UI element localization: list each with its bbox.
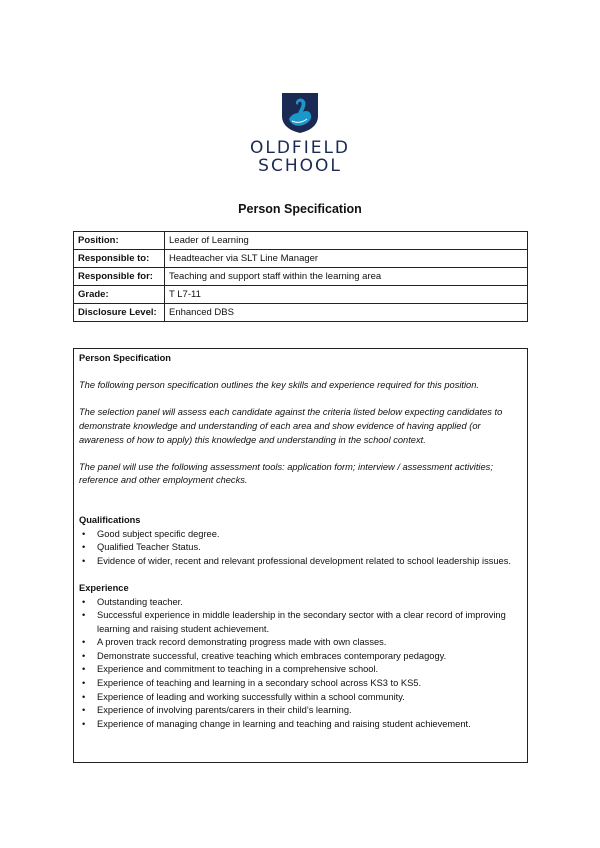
- table-row: [74, 250, 528, 268]
- logo-text-line-2: SCHOOL: [258, 156, 342, 176]
- list-item: • Outstanding teacher.: [79, 596, 522, 610]
- table-row: [74, 286, 528, 304]
- person-specification-box: [73, 348, 528, 763]
- swan-shield-icon: [280, 92, 320, 134]
- list-item: • Experience and commitment to teaching in a comprehensive school.: [79, 663, 522, 677]
- info-label: Disclosure Level:: [74, 304, 165, 322]
- experience-list: [79, 596, 522, 732]
- list-item: • Experience of leading and working successfully within a school community.: [79, 691, 522, 705]
- list-item: • Good subject specific degree.: [79, 528, 522, 542]
- list-item: • Experience of managing change in learning and teaching and raising student achievement.: [79, 718, 522, 732]
- info-value: Leader of Learning: [165, 232, 528, 250]
- qualifications-heading: Qualifications: [79, 514, 141, 525]
- info-value: Enhanced DBS: [165, 304, 528, 322]
- job-info-table: [73, 231, 528, 322]
- list-item: • Experience of involving parents/carers in their child’s learning.: [79, 704, 522, 718]
- school-logo: [0, 92, 600, 175]
- info-label: Grade:: [74, 286, 165, 304]
- spec-intro-paragraph: The following person specification outlines the key skills and experience required for this position.: [79, 380, 479, 391]
- info-value: Teaching and support staff within the learning area: [165, 268, 528, 286]
- list-item: • Demonstrate successful, creative teaching which embraces contemporary pedagogy.: [79, 650, 522, 664]
- info-label: Responsible to:: [74, 250, 165, 268]
- info-value: T L7-11: [165, 286, 528, 304]
- spec-heading: Person Specification: [79, 353, 171, 363]
- info-label: Responsible for:: [74, 268, 165, 286]
- spec-intro-paragraph: The selection panel will assess each candidate against the criteria listed below expecting candidates to demonstrate knowledge and understanding of each area and show evidence of having applied (or awareness of how to apply) this knowledge and understanding in the school context.: [79, 407, 503, 445]
- table-row: [74, 268, 528, 286]
- list-item: • Qualified Teacher Status.: [79, 541, 522, 555]
- table-row: [74, 232, 528, 250]
- list-item: • A proven track record demonstrating progress made with own classes.: [79, 636, 522, 650]
- qualifications-list: [79, 528, 522, 569]
- list-item: • Evidence of wider, recent and relevant professional development related to school leadership issues.: [79, 555, 522, 569]
- info-label: Position:: [74, 232, 165, 250]
- list-item: • Successful experience in middle leadership in the secondary sector with a clear record of improving learning and raising student achievement.: [79, 609, 522, 636]
- page-title: Person Specification: [238, 202, 362, 216]
- spec-intro-paragraph: The panel will use the following assessment tools: application form; interview / assessment activities; reference and other employment checks.: [79, 461, 493, 486]
- logo-text-line-1: OLDFIELD: [249, 138, 351, 158]
- table-row: [74, 304, 528, 322]
- info-value: Headteacher via SLT Line Manager: [165, 250, 528, 268]
- list-item: • Experience of teaching and learning in a secondary school across KS3 to KS5.: [79, 677, 522, 691]
- experience-heading: Experience: [79, 582, 129, 593]
